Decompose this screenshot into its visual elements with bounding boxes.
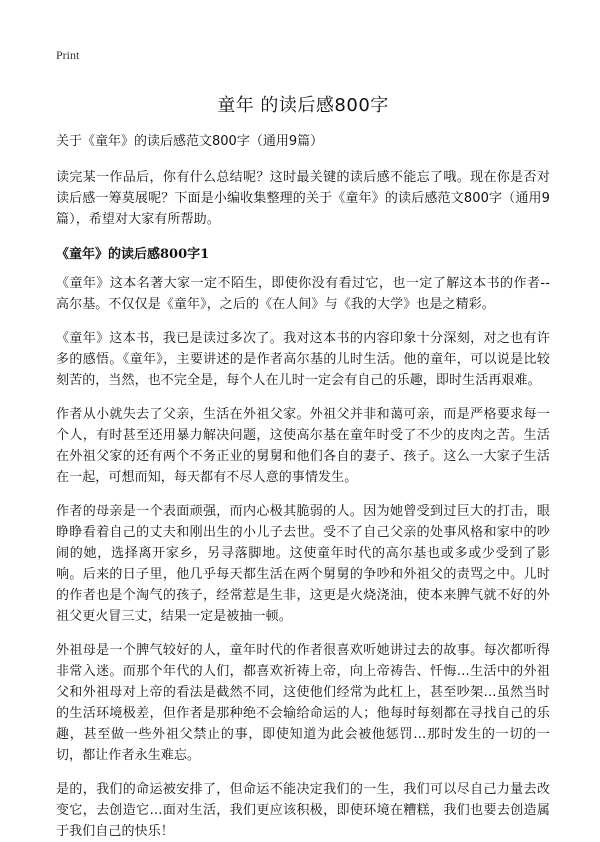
body-paragraph-4: 作者的母亲是一个表面顽强，而内心极其脆弱的人。因为她曾受到过巨大的打击，眼睁睁看着自己的丈夫和刚出生的小儿子去世。受不了自己父亲的处事风格和家中的吵闹的她，选择离开家乡，另寻落脚地。这使童年时代的高尔基也或多或少受到了影响。后来的日子里，他几乎每天都生活在两个舅舅的争吵和外祖父的责骂之中。儿时的作者也是个淘气的孩子，经常惹是生非，这更是火烧浇油，使本来脾气就不好的外祖父更火冒三丈，结果一定是被抽一顿。 [56, 504, 550, 624]
body-paragraph-1: 《童年》这本名著大家一定不陌生，即使你没有看过它，也一定了解这本书的作者--高尔基。不仅仅是《童年》，之后的《在人间》与《我的大学》也是之精彩。 [56, 276, 550, 312]
print-link[interactable]: Print [56, 48, 80, 62]
body-paragraph-3: 作者从小就失去了父亲，生活在外祖父家。外祖父并非和蔼可亲，而是严格要求每一个人，有时甚至还用暴力解决问题，这使高尔基在童年时受了不少的皮肉之苦。生活在外祖父家的还有两个不务正业的舅舅和他们各自的妻子、孩子。这么一大家子生活在一起，可想而知，每天都有不尽人意的事情发生。 [56, 407, 550, 485]
intro-paragraph: 读完某一作品后，你有什么总结呢？这时最关键的读后感不能忘了哦。现在你是否对读后感一筹莫展呢？下面是小编收集整理的关于《童年》的读后感范文800字（通用9篇），希望对大家有所帮助。 [56, 170, 550, 227]
document-subtitle: 关于《童年》的读后感范文800字（通用9篇） [56, 134, 324, 149]
body-paragraph-6: 是的，我们的命运被安排了，但命运不能决定我们的一生，我们可以尽自己力量去改变它，去创造它…面对生活，我们更应该积极，即使环境在糟糕，我们也要去创造属于我们自己的快乐！ [56, 782, 550, 839]
body-paragraph-2: 《童年》这本书，我已是读过多次了。我对这本书的内容印象十分深刻，对之也有许多的感悟。《童年》，主要讲述的是作者高尔基的儿时生活。他的童年，可以说是比较刻苦的，当然，也不完全是，每个人在儿时一定会有自己的乐趣，即时生活再艰难。 [56, 331, 550, 388]
section-heading: 《童年》的读后感800字1 [56, 247, 210, 262]
page-title: 童年 的读后感800字 [217, 95, 389, 116]
body-paragraph-5: 外祖母是一个脾气较好的人，童年时代的作者很喜欢听她讲过去的故事。每次都听得非常入迷。而那个年代的人们，都喜欢祈祷上帝，向上帝祷告、忏悔…生活中的外祖父和外祖母对上帝的看法是截然不同，这使他们经常为此杠上，甚至吵架…虽然当时的生活环境极差，但作者是那种绝不会输给命运的人；他每时每刻都在寻找自己的乐趣，甚至做一些外祖父禁止的事，即使知道为此会被他惩罚…那时发生的一切的一切，都让作者永生难忘。 [56, 643, 550, 763]
